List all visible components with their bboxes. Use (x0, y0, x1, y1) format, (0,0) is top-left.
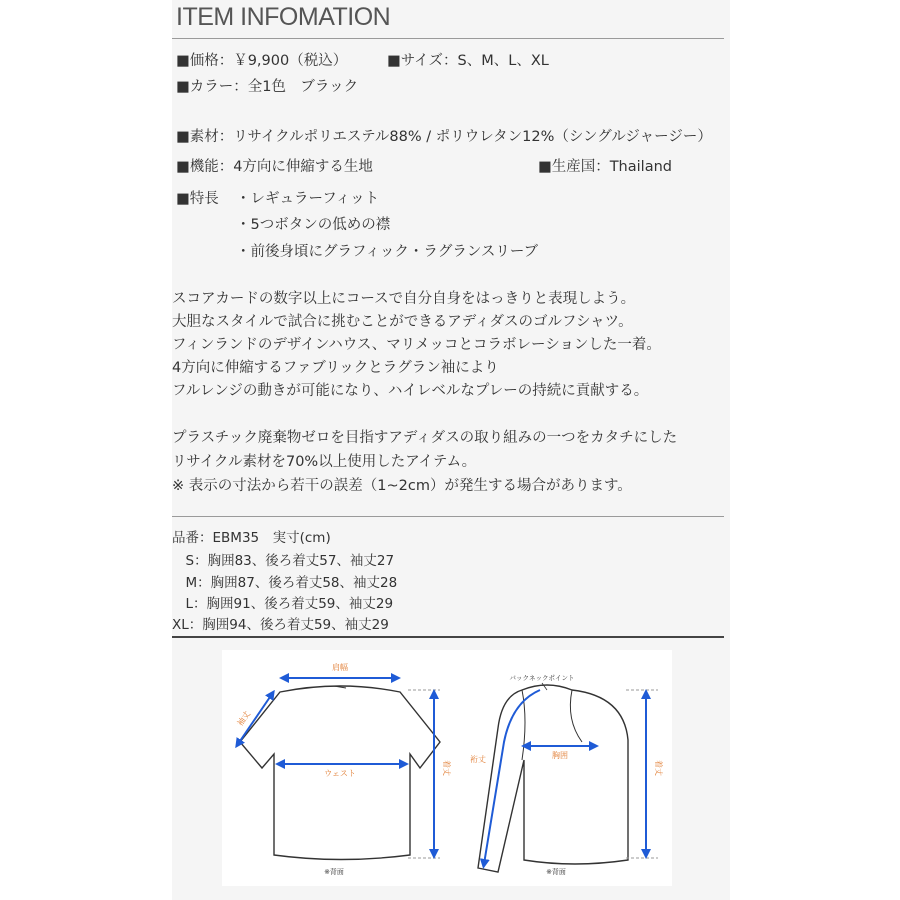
description-line: フルレンジの動きが可能になり、ハイレベルなプレーの持続に貢献する。 (172, 383, 649, 399)
length-label: 着丈 (442, 760, 451, 776)
size-row: M：胸囲87、後ろ着丈58、袖丈28 (172, 575, 398, 591)
feature-item: ・前後身頃にグラフィック・ラグランスリーブ (236, 244, 539, 260)
note-line: リサイクル素材を70%以上使用したアイテム。 (172, 454, 477, 470)
description-line: 大胆なスタイルで試合に挑むことができるアディダスのゴルフシャツ。 (172, 314, 633, 330)
right-length-label: 着丈 (654, 760, 663, 776)
waist-label: ウェスト (324, 769, 356, 778)
sizes-divider (172, 516, 724, 517)
size-row: XL：胸囲94、後ろ着丈59、袖丈29 (172, 617, 389, 633)
color-label: ■カラー：全1色 ブラック (176, 79, 359, 95)
note-line: プラスチック廃棄物ゼロを目指すアディダスの取り組みの一つをカタチにした (172, 430, 678, 446)
description-line: フィンランドのデザインハウス、マリメッコとコラボレーションした一着。 (172, 337, 661, 353)
material-label: ■素材：リサイクルポリエステル88% / ポリウレタン12%（シングルジャージー） (176, 129, 712, 145)
diagram-divider (172, 636, 724, 638)
price-label: ■価格：￥9,900（税込） (176, 53, 348, 69)
yuki-label: 裄丈 (470, 755, 486, 764)
measurement-diagram (222, 650, 672, 886)
description-line: 4方向に伸縮するファブリックとラグラン袖により (172, 360, 499, 376)
backneck-label: バックネックポイント (509, 674, 575, 682)
function-label: ■機能：4方向に伸縮する生地 (176, 159, 373, 175)
sleeve-label: 袖丈 (235, 709, 253, 728)
note-line: ※ 表示の寸法から若干の誤差（1~2cm）が発生する場合があります。 (172, 478, 632, 494)
raglan-outline (478, 685, 628, 872)
feature-item: ・レギュラーフィット (236, 191, 380, 207)
origin-label: ■生産国：Thailand (538, 159, 672, 175)
chest-label: 胸囲 (552, 751, 568, 760)
size-row: L：胸囲91、後ろ着丈59、袖丈29 (172, 596, 394, 612)
feature-item: ・5つボタンの低めの襟 (236, 217, 391, 233)
measurement-diagram-svg (222, 650, 672, 886)
title-divider (172, 38, 724, 39)
right-caption: ※背面 (546, 868, 566, 876)
size-row: S：胸囲83、後ろ着丈57、袖丈27 (172, 553, 395, 569)
description-line: スコアカードの数字以上にコースで自分自身をはっきりと表現しよう。 (172, 291, 636, 307)
shoulder-label: 肩幅 (332, 663, 348, 672)
left-caption: ※背面 (324, 868, 344, 876)
sizes-header: 品番：EBM35 実寸(cm) (172, 530, 331, 546)
features-heading: ■特長 (176, 191, 219, 207)
page-title: ITEM INFOMATION (176, 3, 391, 31)
size-label: ■サイズ：S、M、L、XL (387, 53, 549, 69)
